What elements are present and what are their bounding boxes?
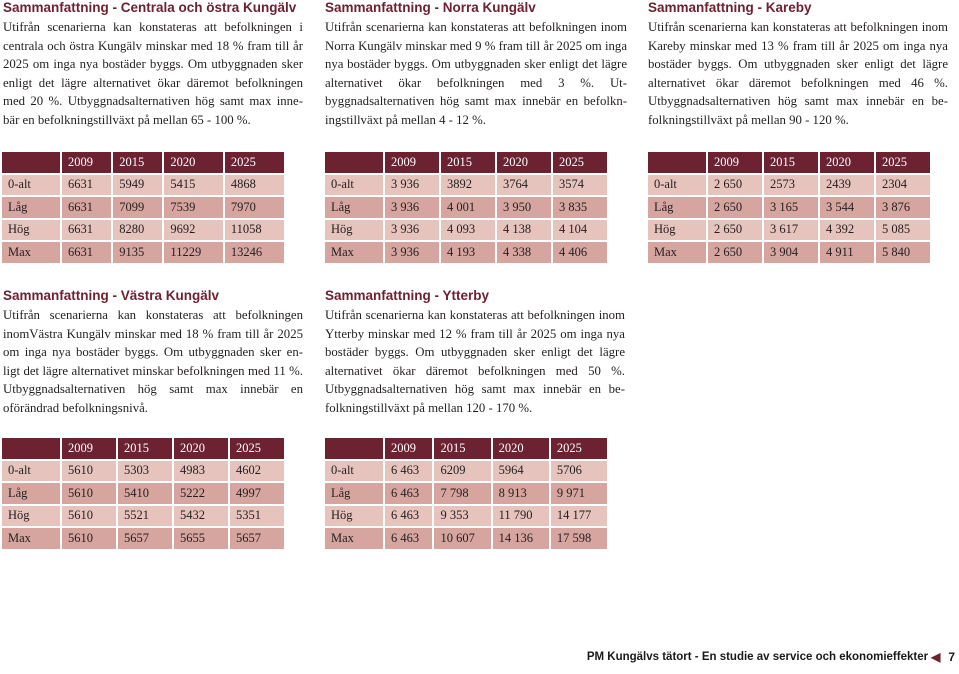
table-cell: 9 353: [434, 506, 490, 527]
footer-title: PM Kungälvs tätort - En studie av service och ekonomieffekter: [586, 651, 929, 663]
table-header-cell: [2, 152, 60, 173]
row-label: Max: [325, 242, 383, 263]
table-header-cell: 2020: [497, 152, 551, 173]
row-label: Låg: [2, 483, 60, 504]
table-cell: 2304: [876, 175, 930, 196]
table-row: [325, 197, 607, 218]
table-cell: 6631: [62, 197, 111, 218]
table-cell: 4 392: [820, 220, 874, 241]
table-cell: 2439: [820, 175, 874, 196]
row-label: Max: [648, 242, 706, 263]
table-header-cell: 2009: [62, 152, 111, 173]
table-cell: 10 607: [434, 528, 490, 549]
row-label: Hög: [2, 220, 60, 241]
table-header-cell: 2025: [225, 152, 284, 173]
row-label: Låg: [2, 197, 60, 218]
table-header-cell: 2009: [385, 152, 439, 173]
table-cell: 3892: [441, 175, 495, 196]
table-header-cell: 2015: [118, 438, 172, 459]
row-label: Hög: [325, 220, 383, 241]
table-cell: 3 936: [385, 242, 439, 263]
table-cell: 5415: [164, 175, 222, 196]
table-cell: 11229: [164, 242, 222, 263]
table-cell: 6209: [434, 461, 490, 482]
population-table-kareby: [646, 150, 932, 265]
population-table-centrala-ostra: [0, 150, 286, 265]
table-cell: 5657: [118, 528, 172, 549]
left-triangle-icon: ◀: [931, 650, 941, 664]
table-cell: 4 104: [553, 220, 607, 241]
table-cell: 5610: [62, 483, 116, 504]
row-label: Max: [2, 242, 60, 263]
table-cell: 9692: [164, 220, 222, 241]
table-cell: 3 835: [553, 197, 607, 218]
table-cell: 3 950: [497, 197, 551, 218]
table-cell: 9 971: [551, 483, 607, 504]
table-cell: 7 798: [434, 483, 490, 504]
table-cell: 4 193: [441, 242, 495, 263]
table-cell: 3574: [553, 175, 607, 196]
table-cell: 6631: [62, 175, 111, 196]
table-cell: 4 001: [441, 197, 495, 218]
table-cell: 7099: [113, 197, 162, 218]
table-header-cell: 2009: [708, 152, 762, 173]
row-label: Hög: [648, 220, 706, 241]
table-header-cell: [648, 152, 706, 173]
table-cell: 5610: [62, 528, 116, 549]
table-cell: 5610: [62, 461, 116, 482]
table-cell: 5303: [118, 461, 172, 482]
table-cell: 4 911: [820, 242, 874, 263]
table-row: [325, 175, 607, 196]
table-header-cell: 2020: [164, 152, 222, 173]
table-header-row: [325, 152, 607, 173]
section-text: Utifrån scenarierna kan konstateras att befolkningen inom Ytterby minskar med 12 % fram till år 2025 om inga nya bostäder byggs. Om utbyggnaden sker enligt det lägre alternativet ökar däremot befolkningen med 50 %. Utbyggnadsalternativen hög samt max innebär en be- folkningstillväxt på mellan 120 - 170 %.: [325, 308, 625, 415]
table-cell: 4997: [230, 483, 284, 504]
table-header-cell: 2020: [174, 438, 228, 459]
table-header-cell: [2, 438, 60, 459]
table-cell: 2 650: [708, 242, 762, 263]
table-cell: 5706: [551, 461, 607, 482]
table-header-cell: 2025: [230, 438, 284, 459]
table-cell: 3 544: [820, 197, 874, 218]
table-cell: 3764: [497, 175, 551, 196]
table-cell: 2 650: [708, 220, 762, 241]
table-row: [2, 220, 284, 241]
population-table-ytterby: [323, 436, 609, 551]
table-cell: 5 085: [876, 220, 930, 241]
table-row: [325, 220, 607, 241]
table-cell: 14 177: [551, 506, 607, 527]
table-cell: 5657: [230, 528, 284, 549]
table-row: [2, 242, 284, 263]
table-row: [325, 461, 607, 482]
table-cell: 3 936: [385, 220, 439, 241]
table-header-row: [325, 438, 607, 459]
table-cell: 3 617: [764, 220, 818, 241]
table-cell: 5410: [118, 483, 172, 504]
table-cell: 6631: [62, 220, 111, 241]
table-row: [2, 461, 284, 482]
row-label: Hög: [325, 506, 383, 527]
section-vastra-kungalv: [3, 288, 303, 418]
table-cell: 3 876: [876, 197, 930, 218]
table-row: [325, 528, 607, 549]
table-row: [648, 175, 930, 196]
table-header-cell: [325, 152, 383, 173]
table-row: [2, 528, 284, 549]
table-cell: 11 790: [493, 506, 549, 527]
table-cell: 11058: [225, 220, 284, 241]
section-ytterby: [325, 288, 625, 418]
table-row: [648, 197, 930, 218]
table-header-row: [2, 438, 284, 459]
page-number: 7: [948, 650, 955, 664]
table-header-cell: 2015: [113, 152, 162, 173]
table-cell: 6 463: [385, 461, 432, 482]
table-cell: 5610: [62, 506, 116, 527]
row-label: 0-alt: [325, 175, 383, 196]
table-cell: 4 406: [553, 242, 607, 263]
table-cell: 5432: [174, 506, 228, 527]
table-header-cell: 2015: [441, 152, 495, 173]
table-header-cell: 2020: [820, 152, 874, 173]
row-label: Max: [2, 528, 60, 549]
section-heading: Sammanfattning - Centrala och östra Kungälv: [3, 0, 297, 15]
table-cell: 5351: [230, 506, 284, 527]
section-norra-kungalv: [325, 0, 627, 130]
row-label: Låg: [325, 197, 383, 218]
row-label: Max: [325, 528, 383, 549]
row-label: 0-alt: [325, 461, 383, 482]
table-cell: 3 165: [764, 197, 818, 218]
table-cell: 5964: [493, 461, 549, 482]
table-cell: 17 598: [551, 528, 607, 549]
table-row: [325, 242, 607, 263]
table-cell: 4602: [230, 461, 284, 482]
table-cell: 5222: [174, 483, 228, 504]
table-cell: 5 840: [876, 242, 930, 263]
table-header-cell: [325, 438, 383, 459]
table-cell: 4983: [174, 461, 228, 482]
table-header-cell: 2025: [876, 152, 930, 173]
table-cell: 4 338: [497, 242, 551, 263]
table-cell: 8 913: [493, 483, 549, 504]
table-header-cell: 2015: [764, 152, 818, 173]
section-text: Utifrån scenarierna kan konstateras att befolkningen inomVästra Kungälv minskar med 18 % fram till år 2025 om inga nya bostäder byggs. Om utbyggnaden sker en- ligt det lägre alternativet minskar befolkningen med 11 %. Utbyggnadsalternativen hög samt max innebär en oförändrad befolkningsnivå.: [3, 308, 303, 415]
table-cell: 2 650: [708, 197, 762, 218]
table-header-cell: 2009: [62, 438, 116, 459]
table-cell: 5949: [113, 175, 162, 196]
section-kareby: [648, 0, 948, 130]
table-row: [325, 506, 607, 527]
section-centrala-ostra: [3, 0, 303, 130]
section-heading: Sammanfattning - Västra Kungälv: [3, 288, 220, 303]
section-text: Utifrån scenarierna kan konstateras att befolkningen inom Norra Kungälv minskar med 9 % fram till år 2025 om inga nya bostäder byggs. Om utbyggnaden sker enligt det lägre alternativet ökar befolkningen med 3 %. Ut- byggnadsalternativen hög samt max innebär en befolkn- ingstillväxt på mellan 4 - 12 %.: [325, 20, 628, 127]
table-row: [325, 483, 607, 504]
table-cell: 6 463: [385, 483, 432, 504]
table-cell: 9135: [113, 242, 162, 263]
table-header-row: [648, 152, 930, 173]
table-cell: 6 463: [385, 528, 432, 549]
table-cell: 3 936: [385, 197, 439, 218]
table-row: [2, 197, 284, 218]
section-text: Utifrån scenarierna kan konstateras att befolkningen i centrala och östra Kungälv minskar med 18 % fram till år 2025 om inga nya bostäder byggs. Om utbyggnaden sker enligt det lägre alternativet ökar däremot befolkningen med 20 %. Utbyggnadsalternativen hög samt max inne- bär en befolkningstillväxt på mellan 65 - 100 %.: [3, 20, 303, 127]
row-label: Hög: [2, 506, 60, 527]
table-cell: 2 650: [708, 175, 762, 196]
table-cell: 3 936: [385, 175, 439, 196]
row-label: 0-alt: [648, 175, 706, 196]
table-row: [2, 175, 284, 196]
table-cell: 5521: [118, 506, 172, 527]
section-heading: Sammanfattning - Kareby: [648, 0, 812, 15]
table-cell: 5655: [174, 528, 228, 549]
table-cell: 6 463: [385, 506, 432, 527]
table-row: [2, 483, 284, 504]
table-row: [648, 220, 930, 241]
table-cell: 4 138: [497, 220, 551, 241]
row-label: 0-alt: [2, 175, 60, 196]
table-cell: 2573: [764, 175, 818, 196]
table-cell: 7970: [225, 197, 284, 218]
row-label: Låg: [648, 197, 706, 218]
table-cell: 8280: [113, 220, 162, 241]
table-header-row: [2, 152, 284, 173]
table-row: [2, 506, 284, 527]
table-cell: 13246: [225, 242, 284, 263]
population-table-norra-kungalv: [323, 150, 609, 265]
row-label: Låg: [325, 483, 383, 504]
table-cell: 4868: [225, 175, 284, 196]
population-table-vastra-kungalv: [0, 436, 286, 551]
table-header-cell: 2025: [553, 152, 607, 173]
table-cell: 3 904: [764, 242, 818, 263]
table-header-cell: 2015: [434, 438, 490, 459]
table-header-cell: 2025: [551, 438, 607, 459]
page-footer: [587, 650, 955, 664]
table-header-cell: 2020: [493, 438, 549, 459]
table-cell: 14 136: [493, 528, 549, 549]
row-label: 0-alt: [2, 461, 60, 482]
table-header-cell: 2009: [385, 438, 432, 459]
table-cell: 7539: [164, 197, 222, 218]
table-cell: 6631: [62, 242, 111, 263]
section-heading: Sammanfattning - Ytterby: [325, 288, 490, 303]
section-text: Utifrån scenarierna kan konstateras att befolkningen inom Kareby minskar med 13 % fram till år 2025 om inga nya bostäder byggs. Om utbyggnaden sker enligt det lägre alternativet ökar däremot befolkningen med 46 %. Utbyggnadsalternativen hög samt max innebär en be- folkningstillväxt på mellan 90 - 120 %.: [648, 20, 948, 127]
table-cell: 4 093: [441, 220, 495, 241]
section-heading: Sammanfattning - Norra Kungälv: [325, 0, 536, 15]
table-row: [648, 242, 930, 263]
